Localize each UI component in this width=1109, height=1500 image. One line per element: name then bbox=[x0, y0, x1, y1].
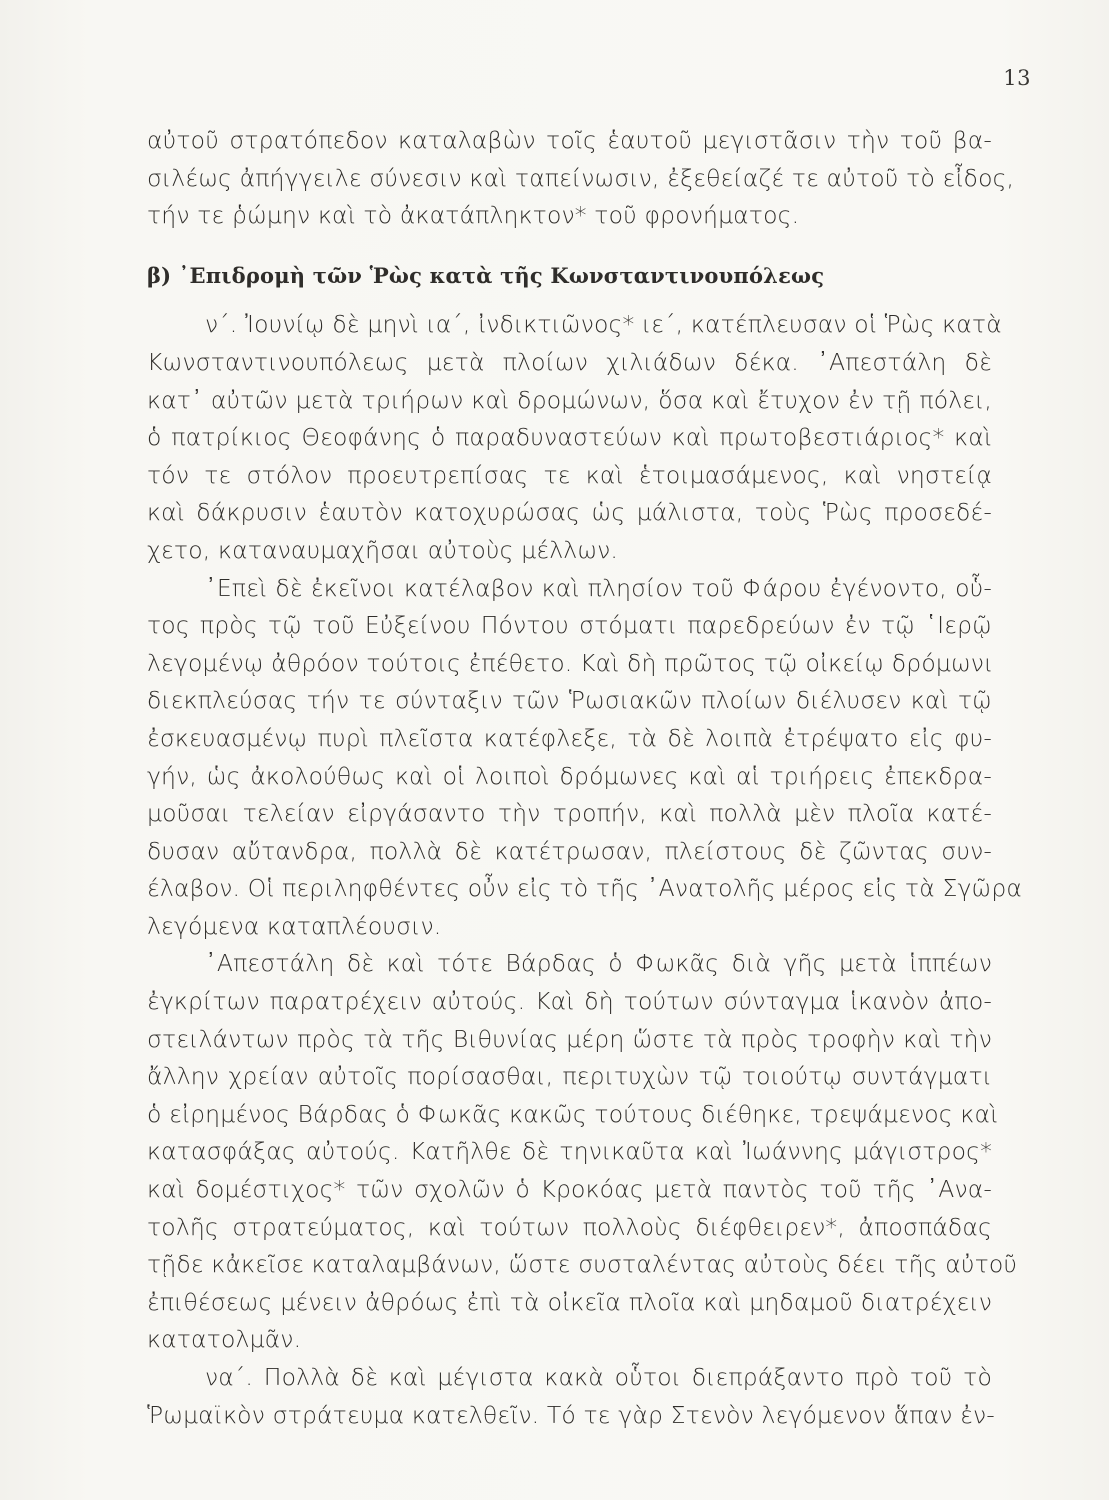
text-line: κατ᾿ αὐτῶν μετὰ τριήρων καὶ δρομώνων, ὅσα καὶ ἔτυχον ἐν τῇ πόλει, bbox=[147, 385, 992, 414]
text-line: έλαβον. Οἱ περιληφθέντες οὖν εἰς τὸ τῆς ᾿Ανατολῆς μέρος εἰς τὰ Σγῶρα bbox=[147, 874, 1023, 903]
text-line: διεκπλεύσας τήν τε σύνταξιν τῶν Ῥωσιακῶν πλοίων διέλυσεν καὶ τῷ bbox=[147, 686, 992, 715]
text-line: κατατολμᾶν. bbox=[147, 1325, 302, 1354]
paragraph-start: ᾿Επεὶ δὲ ἐκεῖνοι κατέλαβον καὶ πλησίον τοῦ Φάρου ἐγένοντο, οὗ- bbox=[205, 573, 992, 602]
section-heading: β) ᾿Επιδρομὴ τῶν Ῥὼς κατὰ τῆς Κωνσταντινουπόλεως bbox=[147, 262, 825, 288]
text-line: τήν τε ῥώμην καὶ τὸ ἀκατάπληκτον* τοῦ φρονήματος. bbox=[147, 201, 800, 230]
text-line: καὶ δάκρυσιν ἑαυτὸν κατοχυρώσας ὡς μάλιστα, τοὺς Ῥὼς προσεδέ- bbox=[147, 498, 992, 527]
text-line: σιλέως ἀπήγγειλε σύνεσιν καὶ ταπείνωσιν, ἐξεθείαζέ τε αὐτοῦ τὸ εἶδος, bbox=[147, 163, 1015, 192]
paragraph-start: ᾿Απεστάλη δὲ καὶ τότε Βάρδας ὁ Φωκᾶς διὰ γῆς μετὰ ἱππέων bbox=[205, 949, 992, 978]
text-line: τος πρὸς τῷ τοῦ Εὐξείνου Πόντου στόματι παρεδρεύων ἐν τῷ ῾Ιερῷ bbox=[147, 611, 992, 640]
text-line: αὐτοῦ στρατόπεδον καταλαβὼν τοῖς ἑαυτοῦ μεγιστᾶσιν τὴν τοῦ βα- bbox=[147, 126, 992, 154]
text-line: καὶ δομέστιχος* τῶν σχολῶν ὁ Κροκόας μετὰ παντὸς τοῦ τῆς ᾿Ανα- bbox=[147, 1175, 992, 1204]
page-number: 13 bbox=[1003, 66, 1031, 90]
body-text bbox=[147, 122, 1023, 1434]
text-line: γήν, ὡς ἀκολούθως καὶ οἱ λοιποὶ δρόμωνες καὶ αἱ τριήρεις ἐπεκδρα- bbox=[147, 761, 992, 790]
text-line: τόν τε στόλον προευτρεπίσας τε καὶ ἑτοιμασάμενος, καὶ νηστείᾳ bbox=[147, 460, 992, 489]
text-line: ἐγκρίτων παρατρέχειν αὐτούς. Καὶ δὴ τούτων σύνταγμα ἱκανὸν ἀπο- bbox=[147, 987, 992, 1016]
text-line: Κωνσταντινουπόλεως μετὰ πλοίων χιλιάδων δέκα. ᾿Απεστάλη δὲ bbox=[147, 347, 992, 376]
text-line: λεγομένῳ ἀθρόον τούτοις ἐπέθετο. Καὶ δὴ πρῶτος τῷ οἰκείῳ δρόμωνι bbox=[147, 648, 994, 677]
text-line: μοῦσαι τελείαν εἰργάσαντο τὴν τροπήν, καὶ πολλὰ μὲν πλοῖα κατέ- bbox=[147, 799, 992, 828]
paragraph-start: να΄. Πολλὰ δὲ καὶ μέγιστα κακὰ οὗτοι διεπράξαντο πρὸ τοῦ τὸ bbox=[205, 1363, 992, 1391]
text-line: κατασφάξας αὐτούς. Κατῆλθε δὲ τηνικαῦτα καὶ Ἰωάννης μάγιστρος* bbox=[147, 1137, 992, 1166]
text-line: ὁ πατρίκιος Θεοφάνης ὁ παραδυναστεύων καὶ πρωτοβεστιάριος* καὶ bbox=[147, 423, 992, 452]
text-line: τολῆς στρατεύματος, καὶ τούτων πολλοὺς διέφθειρεν*, ἀποσπάδας bbox=[147, 1212, 992, 1241]
paragraph-start: ν΄. Ἰουνίῳ δὲ μηνὶ ια΄, ἰνδικτιῶνος* ιε΄, κατέπλευσαν οἱ Ῥὼς κατὰ bbox=[205, 310, 1002, 339]
text-line: ἐσκευασμένῳ πυρὶ πλεῖστα κατέφλεξε, τὰ δὲ λοιπὰ ἐτρέψατο εἰς φυ- bbox=[147, 723, 992, 752]
text-line: Ῥωμαϊκὸν στράτευμα κατελθεῖν. Τό τε γὰρ Στενὸν λεγόμενον ἅπαν ἐν- bbox=[147, 1400, 995, 1429]
text-line: λεγόμενα καταπλέουσιν. bbox=[147, 911, 442, 940]
text-line: χετο, καταναυμαχῆσαι αὐτοὺς μέλλων. bbox=[147, 535, 619, 564]
text-line: ὁ εἰρημένος Βάρδας ὁ Φωκᾶς κακῶς τούτους διέθηκε, τρεψάμενος καὶ bbox=[147, 1099, 999, 1128]
text-line: ἄλλην χρείαν αὐτοῖς πορίσασθαι, περιτυχὼν τῷ τοιούτῳ συντάγματι bbox=[147, 1062, 992, 1091]
text-line: τῇδε κἀκεῖσε καταλαμβάνων, ὥστε συσταλέντας αὐτοὺς δέει τῆς αὐτοῦ bbox=[147, 1250, 1018, 1279]
text-line: στειλάντων πρὸς τὰ τῆς Βιθυνίας μέρη ὥστε τὰ πρὸς τροφὴν καὶ τὴν bbox=[147, 1024, 992, 1053]
text-line: ἐπιθέσεως μένειν ἀθρόως ἐπὶ τὰ οἰκεῖα πλοῖα καὶ μηδαμοῦ διατρέχειν bbox=[147, 1287, 992, 1316]
text-line: δυσαν αὔτανδρα, πολλὰ δὲ κατέτρωσαν, πλείστους δὲ ζῶντας συν- bbox=[147, 836, 992, 865]
